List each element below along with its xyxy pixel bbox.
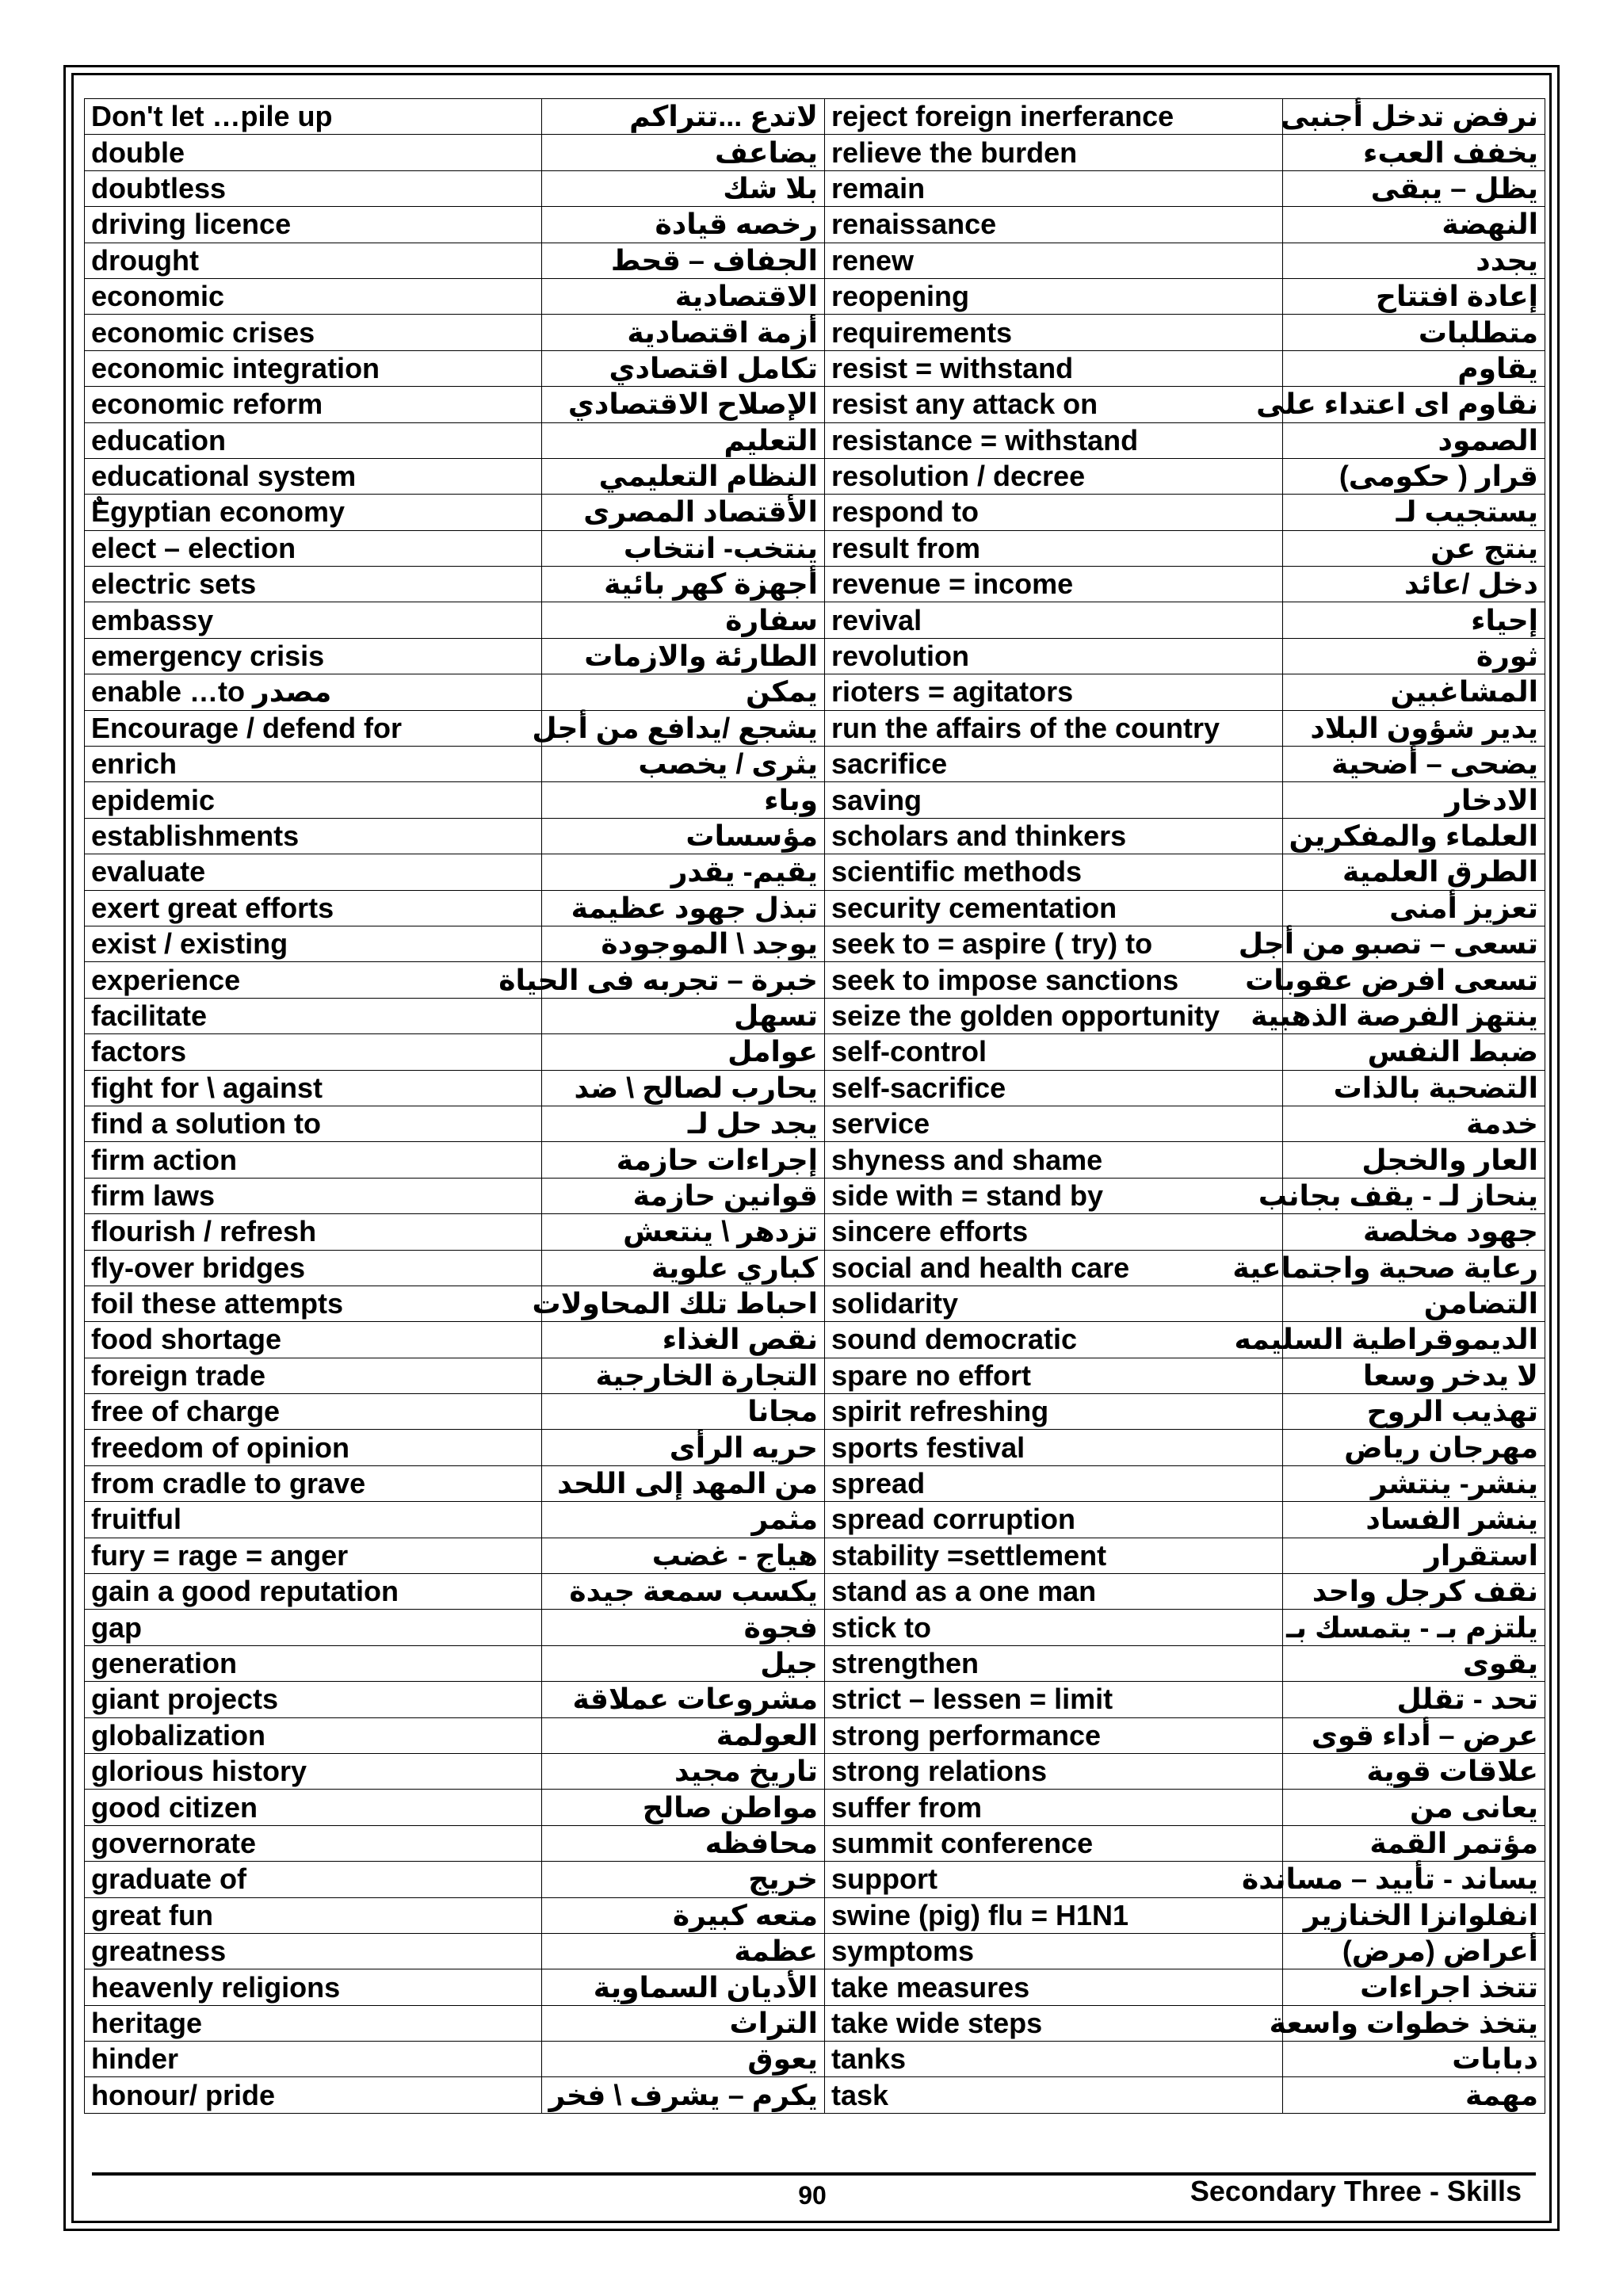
arabic-meaning-right: ضبط النفس — [1283, 1034, 1545, 1070]
english-term-left: freedom of opinion — [85, 1430, 542, 1465]
english-term-right: resistance = withstand — [825, 422, 1283, 458]
table-row — [85, 2042, 1545, 2077]
english-term-left: firm laws — [85, 1178, 542, 1213]
arabic-meaning-right: ينتج عن — [1283, 530, 1545, 566]
arabic-meaning-left: تسهل — [542, 998, 825, 1033]
english-term-left: free of charge — [85, 1394, 542, 1430]
english-term-right: strong relations — [825, 1753, 1283, 1789]
arabic-meaning-right: تسعى – تصبو من أجل — [1283, 926, 1545, 961]
english-term-right: sound democratic — [825, 1322, 1283, 1358]
arabic-meaning-left: قوانين حازمة — [542, 1178, 825, 1213]
arabic-meaning-left: التجارة الخارجية — [542, 1358, 825, 1393]
english-term-left: driving licence — [85, 207, 542, 243]
arabic-meaning-right: يستجيب لـ — [1283, 495, 1545, 530]
table-row — [85, 1106, 1545, 1141]
arabic-meaning-left: كباري علوية — [542, 1250, 825, 1286]
table-row — [85, 495, 1545, 530]
arabic-meaning-right: قرار ( حكومى) — [1283, 458, 1545, 494]
arabic-meaning-left: تكامل اقتصادي — [542, 350, 825, 386]
table-row — [85, 1286, 1545, 1321]
english-term-left: globalization — [85, 1717, 542, 1753]
arabic-meaning-right: الطرق العلمية — [1283, 854, 1545, 890]
english-term-right: relieve the burden — [825, 135, 1283, 170]
table-row — [85, 1502, 1545, 1538]
table-row — [85, 818, 1545, 854]
arabic-meaning-right: النهضة — [1283, 207, 1545, 243]
english-term-right: resolution / decree — [825, 458, 1283, 494]
arabic-meaning-left: يجد حل لـ — [542, 1106, 825, 1141]
english-term-right: respond to — [825, 495, 1283, 530]
english-term-left: firm action — [85, 1142, 542, 1178]
english-term-right: seek to impose sanctions — [825, 962, 1283, 998]
english-term-right: stability =settlement — [825, 1538, 1283, 1573]
arabic-meaning-right: استقرار — [1283, 1538, 1545, 1573]
english-term-left: food shortage — [85, 1322, 542, 1358]
table-row — [85, 1825, 1545, 1861]
arabic-meaning-right: تحد - تقلل — [1283, 1682, 1545, 1717]
table-row — [85, 998, 1545, 1033]
english-term-right: run the affairs of the country — [825, 710, 1283, 746]
arabic-meaning-right: دبابات — [1283, 2042, 1545, 2077]
arabic-meaning-right: نرفض تدخل أجنبى — [1283, 99, 1545, 135]
english-term-left: economic integration — [85, 350, 542, 386]
english-term-right: sacrifice — [825, 747, 1283, 782]
arabic-meaning-right: متطلبات — [1283, 315, 1545, 350]
page-number: 90 — [798, 2181, 827, 2210]
english-term-right: strengthen — [825, 1645, 1283, 1681]
table-row — [85, 99, 1545, 135]
table-row — [85, 1430, 1545, 1465]
english-term-left: elect – election — [85, 530, 542, 566]
arabic-meaning-left: هياج - غضب — [542, 1538, 825, 1573]
arabic-meaning-left: مجانا — [542, 1394, 825, 1430]
arabic-meaning-right: دخل /عائد — [1283, 567, 1545, 602]
arabic-meaning-right: يلتزم بـ - يتمسك بـ — [1283, 1610, 1545, 1645]
arabic-meaning-left: الأديان السماوية — [542, 1969, 825, 2005]
table-row — [85, 1538, 1545, 1573]
english-term-right: swine (pig) flu = H1N1 — [825, 1897, 1283, 1933]
table-row — [85, 1717, 1545, 1753]
table-row — [85, 207, 1545, 243]
english-term-left: fury = rage = anger — [85, 1538, 542, 1573]
english-term-left: embassy — [85, 602, 542, 638]
table-row — [85, 638, 1545, 674]
table-row — [85, 1610, 1545, 1645]
arabic-meaning-left: جيل — [542, 1645, 825, 1681]
table-row — [85, 315, 1545, 350]
table-row — [85, 1034, 1545, 1070]
english-term-right: symptoms — [825, 1933, 1283, 1969]
english-term-right: social and health care — [825, 1250, 1283, 1286]
arabic-meaning-right: ينحاز لـ - يقف بجانب — [1283, 1178, 1545, 1213]
arabic-meaning-right: ثورة — [1283, 638, 1545, 674]
arabic-meaning-left: ينتخب- انتخاب — [542, 530, 825, 566]
table-row — [85, 674, 1545, 710]
table-row — [85, 350, 1545, 386]
arabic-meaning-right: يساند - تأييد – مساندة — [1283, 1862, 1545, 1897]
arabic-meaning-right: تسعى افرض عقوبات — [1283, 962, 1545, 998]
english-term-left: facilitate — [85, 998, 542, 1033]
arabic-meaning-right: ينشر- ينتشر — [1283, 1465, 1545, 1501]
english-term-left: heritage — [85, 2005, 542, 2041]
arabic-meaning-right: ينشر الفساد — [1283, 1502, 1545, 1538]
english-term-right: seek to = aspire ( try) to — [825, 926, 1283, 961]
english-term-right: self-sacrifice — [825, 1070, 1283, 1106]
arabic-meaning-left: من المهد إلى اللحد — [542, 1465, 825, 1501]
arabic-meaning-left: يعوق — [542, 2042, 825, 2077]
english-term-right: spread — [825, 1465, 1283, 1501]
arabic-meaning-left: بلا شك — [542, 170, 825, 206]
english-term-right: shyness and shame — [825, 1142, 1283, 1178]
arabic-meaning-left: الجفاف – قحط — [542, 243, 825, 278]
table-row — [85, 1645, 1545, 1681]
table-row — [85, 602, 1545, 638]
table-row — [85, 1250, 1545, 1286]
table-row — [85, 567, 1545, 602]
vocabulary-table-body — [85, 99, 1545, 2114]
english-term-left: flourish / refresh — [85, 1214, 542, 1250]
english-term-left: education — [85, 422, 542, 458]
english-term-right: sincere efforts — [825, 1214, 1283, 1250]
english-term-left: educational system — [85, 458, 542, 494]
arabic-meaning-right: انفلوانزا الخنازير — [1283, 1897, 1545, 1933]
table-row — [85, 1394, 1545, 1430]
english-term-right: seize the golden opportunity — [825, 998, 1283, 1033]
arabic-meaning-right: إحياء — [1283, 602, 1545, 638]
arabic-meaning-right: علاقات قوية — [1283, 1753, 1545, 1789]
arabic-meaning-left: سفارة — [542, 602, 825, 638]
vocabulary-table — [84, 98, 1545, 2114]
table-row — [85, 1574, 1545, 1610]
english-term-right: scientific methods — [825, 854, 1283, 890]
english-term-right: resist any attack on — [825, 387, 1283, 422]
arabic-meaning-right: خدمة — [1283, 1106, 1545, 1141]
arabic-meaning-right: تعزيز أمنى — [1283, 890, 1545, 926]
arabic-meaning-left: عوامل — [542, 1034, 825, 1070]
english-term-right: revolution — [825, 638, 1283, 674]
table-row — [85, 1465, 1545, 1501]
english-term-left: foil these attempts — [85, 1286, 542, 1321]
english-term-left: drought — [85, 243, 542, 278]
table-row — [85, 243, 1545, 278]
english-term-right: support — [825, 1862, 1283, 1897]
arabic-meaning-left: احباط تلك المحاولات — [542, 1286, 825, 1321]
arabic-meaning-left: متعه كبيرة — [542, 1897, 825, 1933]
english-term-right: renew — [825, 243, 1283, 278]
english-term-left: Encourage / defend for — [85, 710, 542, 746]
arabic-meaning-right: مؤتمر القمة — [1283, 1825, 1545, 1861]
english-term-right: suffer from — [825, 1790, 1283, 1825]
english-term-right: spare no effort — [825, 1358, 1283, 1393]
arabic-meaning-right: رعاية صحية واجتماعية — [1283, 1250, 1545, 1286]
arabic-meaning-left: عظمة — [542, 1933, 825, 1969]
arabic-meaning-right: الديموقراطية السليمه — [1283, 1322, 1545, 1358]
arabic-meaning-right: التضحية بالذات — [1283, 1070, 1545, 1106]
english-term-left: economic crises — [85, 315, 542, 350]
english-term-right: remain — [825, 170, 1283, 206]
english-term-right: strict – lessen = limit — [825, 1682, 1283, 1717]
arabic-meaning-left: الطارئة والازمات — [542, 638, 825, 674]
table-row — [85, 1682, 1545, 1717]
arabic-meaning-left: التعليم — [542, 422, 825, 458]
english-term-left: economic reform — [85, 387, 542, 422]
arabic-meaning-right: يقوى — [1283, 1645, 1545, 1681]
english-term-right: reopening — [825, 278, 1283, 314]
table-row — [85, 458, 1545, 494]
english-term-right: service — [825, 1106, 1283, 1141]
arabic-meaning-right: جهود مخلصة — [1283, 1214, 1545, 1250]
english-term-left: giant projects — [85, 1682, 542, 1717]
arabic-meaning-left: يضاعف — [542, 135, 825, 170]
english-term-left: greatness — [85, 1933, 542, 1969]
arabic-meaning-right: يضحى – أضحية — [1283, 747, 1545, 782]
arabic-meaning-left: لاتدع ...تتراكم — [542, 99, 825, 135]
table-row — [85, 710, 1545, 746]
arabic-meaning-right: الصمود — [1283, 422, 1545, 458]
english-term-left: glorious history — [85, 1753, 542, 1789]
arabic-meaning-right: المشاغبين — [1283, 674, 1545, 710]
arabic-meaning-right: إعادة افتتاح — [1283, 278, 1545, 314]
english-term-left: exert great efforts — [85, 890, 542, 926]
arabic-meaning-left: العولمة — [542, 1717, 825, 1753]
arabic-meaning-left: تاريخ مجيد — [542, 1753, 825, 1789]
table-row — [85, 170, 1545, 206]
arabic-meaning-left: يوجد \ الموجودة — [542, 926, 825, 961]
english-term-left: emergency crisis — [85, 638, 542, 674]
arabic-meaning-left: الأقتصاد المصرى — [542, 495, 825, 530]
arabic-meaning-right: لا يدخر وسعا — [1283, 1358, 1545, 1393]
english-term-left: generation — [85, 1645, 542, 1681]
table-row — [85, 1969, 1545, 2005]
english-term-right: rioters = agitators — [825, 674, 1283, 710]
arabic-meaning-left: خبرة – تجربه فى الحياة — [542, 962, 825, 998]
arabic-meaning-left: يحارب لصالح \ ضد — [542, 1070, 825, 1106]
english-term-left: fruitful — [85, 1502, 542, 1538]
english-term-left: electric sets — [85, 567, 542, 602]
arabic-meaning-right: أعراض (مرض) — [1283, 1933, 1545, 1969]
english-term-right: renaissance — [825, 207, 1283, 243]
arabic-meaning-right: نقف كرجل واحد — [1283, 1574, 1545, 1610]
english-term-left: hinder — [85, 2042, 542, 2077]
arabic-meaning-left: يشجع /يدافع من أجل — [542, 710, 825, 746]
arabic-meaning-right: عرض – أداء قوى — [1283, 1717, 1545, 1753]
table-row — [85, 1322, 1545, 1358]
english-term-left: double — [85, 135, 542, 170]
arabic-meaning-left: مثمر — [542, 1502, 825, 1538]
english-term-left: foreign trade — [85, 1358, 542, 1393]
english-term-left: ٌEgyptian economy — [85, 495, 542, 530]
arabic-meaning-left: النظام التعليمي — [542, 458, 825, 494]
table-row — [85, 1790, 1545, 1825]
table-row — [85, 1753, 1545, 1789]
table-row — [85, 135, 1545, 170]
table-row — [85, 1070, 1545, 1106]
english-term-right: spirit refreshing — [825, 1394, 1283, 1430]
english-term-left: epidemic — [85, 782, 542, 818]
arabic-meaning-left: حريه الرأى — [542, 1430, 825, 1465]
table-row — [85, 1897, 1545, 1933]
arabic-meaning-left: يكسب سمعة جيدة — [542, 1574, 825, 1610]
english-term-left: fly-over bridges — [85, 1250, 542, 1286]
english-term-left: good citizen — [85, 1790, 542, 1825]
table-row — [85, 782, 1545, 818]
arabic-meaning-left: يمكن — [542, 674, 825, 710]
english-term-right: take wide steps — [825, 2005, 1283, 2041]
arabic-meaning-right: التضامن — [1283, 1286, 1545, 1321]
table-row — [85, 747, 1545, 782]
arabic-meaning-right: يجدد — [1283, 243, 1545, 278]
arabic-meaning-right: يدير شؤون البلاد — [1283, 710, 1545, 746]
arabic-meaning-left: محافظه — [542, 1825, 825, 1861]
english-term-right: resist = withstand — [825, 350, 1283, 386]
footer-title: Secondary Three - Skills — [1190, 2175, 1522, 2207]
arabic-meaning-left: رخصه قيادة — [542, 207, 825, 243]
arabic-meaning-right: العار والخجل — [1283, 1142, 1545, 1178]
arabic-meaning-right: مهمة — [1283, 2077, 1545, 2113]
arabic-meaning-left: وباء — [542, 782, 825, 818]
arabic-meaning-right: ينتهز الفرصة الذهبية — [1283, 998, 1545, 1033]
english-term-left: experience — [85, 962, 542, 998]
english-term-right: tanks — [825, 2042, 1283, 2077]
table-row — [85, 890, 1545, 926]
english-term-right: revival — [825, 602, 1283, 638]
arabic-meaning-left: يقيم- يقدر — [542, 854, 825, 890]
arabic-meaning-left: الاقتصادية — [542, 278, 825, 314]
english-term-left: gain a good reputation — [85, 1574, 542, 1610]
table-row — [85, 1178, 1545, 1213]
english-term-right: security cementation — [825, 890, 1283, 926]
arabic-meaning-right: الادخار — [1283, 782, 1545, 818]
english-term-right: summit conference — [825, 1825, 1283, 1861]
table-row — [85, 2077, 1545, 2113]
arabic-meaning-left: مؤسسات — [542, 818, 825, 854]
arabic-meaning-left: يكرم – يشرف \ فخر — [542, 2077, 825, 2113]
english-term-left: economic — [85, 278, 542, 314]
arabic-meaning-right: مهرجان رياض — [1283, 1430, 1545, 1465]
english-term-left: doubtless — [85, 170, 542, 206]
english-term-left: graduate of — [85, 1862, 542, 1897]
english-term-right: reject foreign inerferance — [825, 99, 1283, 135]
arabic-meaning-left: الإصلاح الاقتصادي — [542, 387, 825, 422]
arabic-meaning-right: يقاوم — [1283, 350, 1545, 386]
english-term-left: enable …to مصدر — [85, 674, 542, 710]
table-row — [85, 387, 1545, 422]
english-term-right: side with = stand by — [825, 1178, 1283, 1213]
english-term-left: factors — [85, 1034, 542, 1070]
table-row — [85, 1142, 1545, 1178]
arabic-meaning-right: يخفف العبء — [1283, 135, 1545, 170]
english-term-left: heavenly religions — [85, 1969, 542, 2005]
english-term-right: requirements — [825, 315, 1283, 350]
arabic-meaning-right: تتخذ اجراءات — [1283, 1969, 1545, 2005]
table-row — [85, 1214, 1545, 1250]
english-term-left: Don't let …pile up — [85, 99, 542, 135]
table-row — [85, 278, 1545, 314]
arabic-meaning-left: فجوة — [542, 1610, 825, 1645]
arabic-meaning-right: يظل – يبقى — [1283, 170, 1545, 206]
arabic-meaning-left: تزدهر \ ينتعش — [542, 1214, 825, 1250]
arabic-meaning-left: خريج — [542, 1862, 825, 1897]
english-term-right: take measures — [825, 1969, 1283, 2005]
arabic-meaning-right: نقاوم اى اعتداء على — [1283, 387, 1545, 422]
english-term-right: saving — [825, 782, 1283, 818]
table-row — [85, 422, 1545, 458]
english-term-left: establishments — [85, 818, 542, 854]
arabic-meaning-left: أجهزة كهر بائية — [542, 567, 825, 602]
english-term-right: task — [825, 2077, 1283, 2113]
english-term-right: solidarity — [825, 1286, 1283, 1321]
arabic-meaning-right: تهذيب الروح — [1283, 1394, 1545, 1430]
english-term-right: stick to — [825, 1610, 1283, 1645]
arabic-meaning-left: التراث — [542, 2005, 825, 2041]
english-term-left: gap — [85, 1610, 542, 1645]
arabic-meaning-left: يثرى / يخصب — [542, 747, 825, 782]
english-term-right: self-control — [825, 1034, 1283, 1070]
english-term-left: fight for \ against — [85, 1070, 542, 1106]
arabic-meaning-left: مواطن صالح — [542, 1790, 825, 1825]
arabic-meaning-left: أزمة اقتصادية — [542, 315, 825, 350]
table-row — [85, 1933, 1545, 1969]
english-term-right: revenue = income — [825, 567, 1283, 602]
english-term-left: find a solution to — [85, 1106, 542, 1141]
arabic-meaning-left: مشروعات عملاقة — [542, 1682, 825, 1717]
arabic-meaning-left: نقص الغذاء — [542, 1322, 825, 1358]
english-term-right: sports festival — [825, 1430, 1283, 1465]
english-term-right: scholars and thinkers — [825, 818, 1283, 854]
english-term-left: honour/ pride — [85, 2077, 542, 2113]
arabic-meaning-left: إجراءات حازمة — [542, 1142, 825, 1178]
table-row — [85, 854, 1545, 890]
arabic-meaning-right: يعانى من — [1283, 1790, 1545, 1825]
arabic-meaning-right: العلماء والمفكرين — [1283, 818, 1545, 854]
english-term-left: from cradle to grave — [85, 1465, 542, 1501]
table-row — [85, 926, 1545, 961]
table-row — [85, 962, 1545, 998]
english-term-left: evaluate — [85, 854, 542, 890]
arabic-meaning-left: تبذل جهود عظيمة — [542, 890, 825, 926]
english-term-left: governorate — [85, 1825, 542, 1861]
table-row — [85, 1358, 1545, 1393]
english-term-right: spread corruption — [825, 1502, 1283, 1538]
english-term-left: great fun — [85, 1897, 542, 1933]
english-term-right: strong performance — [825, 1717, 1283, 1753]
english-term-left: exist / existing — [85, 926, 542, 961]
english-term-left: enrich — [85, 747, 542, 782]
table-row — [85, 530, 1545, 566]
table-row — [85, 1862, 1545, 1897]
english-term-right: result from — [825, 530, 1283, 566]
english-term-right: stand as a one man — [825, 1574, 1283, 1610]
arabic-meaning-right: يتخذ خطوات واسعة — [1283, 2005, 1545, 2041]
table-row — [85, 2005, 1545, 2041]
